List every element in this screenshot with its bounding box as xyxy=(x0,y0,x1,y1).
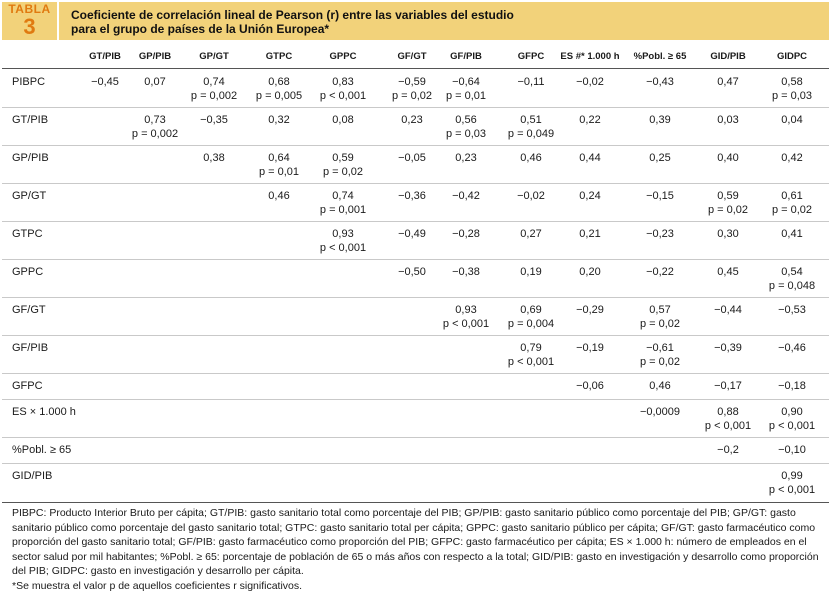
correlation-value: 0,40 xyxy=(717,152,739,164)
correlation-value: 0,07 xyxy=(144,76,166,88)
table-cell xyxy=(760,265,824,293)
table-cell xyxy=(311,227,375,255)
table-cell xyxy=(623,189,697,203)
correlation-value: 0,41 xyxy=(781,228,803,240)
correlation-value: 0,73 xyxy=(144,114,166,126)
correlation-value: −0,43 xyxy=(646,76,674,88)
correlation-value: −0,23 xyxy=(646,228,674,240)
correlation-value: 0,42 xyxy=(781,152,803,164)
p-value: p < 0,001 xyxy=(319,242,367,254)
correlation-value: −0,45 xyxy=(91,76,119,88)
table-cell xyxy=(557,341,623,355)
table-cell xyxy=(127,113,183,141)
correlation-value: 0,90 xyxy=(781,406,803,418)
correlation-value: −0,53 xyxy=(778,304,806,316)
table-cell xyxy=(500,227,562,241)
correlation-value: −0,49 xyxy=(398,228,426,240)
table-cell xyxy=(760,469,824,497)
p-value: p = 0,01 xyxy=(445,90,487,102)
table-cell xyxy=(557,303,623,317)
correlation-value: −0,15 xyxy=(646,190,674,202)
correlation-value: 0,99 xyxy=(781,470,803,482)
row-label: GP/PIB xyxy=(12,152,49,164)
table-cell xyxy=(437,189,495,203)
table-cell xyxy=(760,75,824,103)
p-value: p < 0,001 xyxy=(507,356,555,368)
correlation-value: 0,24 xyxy=(579,190,601,202)
table-cell xyxy=(760,443,824,457)
table-cell xyxy=(623,75,697,89)
column-header: GIDPC xyxy=(776,51,808,62)
correlation-value: 0,74 xyxy=(332,190,354,202)
correlation-value: −0,46 xyxy=(778,342,806,354)
table-cell xyxy=(696,443,760,457)
table-cell xyxy=(247,113,311,127)
correlation-value: 0,56 xyxy=(455,114,477,126)
table-cell xyxy=(696,341,760,355)
row-label: PIBPC xyxy=(12,76,46,88)
correlation-value: 0,30 xyxy=(717,228,739,240)
table-bottom-rule xyxy=(2,502,829,503)
correlation-value: −0,36 xyxy=(398,190,426,202)
row-divider xyxy=(2,399,829,400)
correlation-value: 0,22 xyxy=(579,114,601,126)
correlation-value: 0,74 xyxy=(203,76,225,88)
correlation-value: −0,11 xyxy=(517,76,545,88)
table-cell xyxy=(383,113,441,127)
table-cell xyxy=(500,341,562,369)
p-value: p = 0,02 xyxy=(639,356,681,368)
table-cell xyxy=(383,265,441,279)
row-label: ES × 1.000 h xyxy=(12,406,76,418)
p-value: p = 0,049 xyxy=(507,128,555,140)
correlation-value: −0,39 xyxy=(714,342,742,354)
correlation-value: −0,17 xyxy=(714,380,742,392)
table-cell xyxy=(500,113,562,141)
table-cell xyxy=(696,265,760,279)
correlation-value: 0,46 xyxy=(649,380,671,392)
correlation-value: −0,50 xyxy=(398,266,426,278)
correlation-value: 0,46 xyxy=(268,190,290,202)
table-cell xyxy=(383,189,441,203)
p-value: p = 0,02 xyxy=(391,90,433,102)
table-cell xyxy=(183,113,245,127)
row-divider xyxy=(2,463,829,464)
table-cell xyxy=(247,75,311,103)
table-cell xyxy=(623,405,697,419)
table-cell xyxy=(623,151,697,165)
p-value: p < 0,001 xyxy=(768,484,816,496)
correlation-value: −0,22 xyxy=(646,266,674,278)
table-cell xyxy=(760,379,824,393)
row-divider xyxy=(2,107,829,108)
correlation-value: −0,42 xyxy=(452,190,480,202)
correlation-value: −0,29 xyxy=(576,304,604,316)
p-value: p = 0,048 xyxy=(768,280,816,292)
table-badge-number: 3 xyxy=(23,14,36,39)
table-cell xyxy=(623,379,697,393)
row-label: GT/PIB xyxy=(12,114,49,126)
table-cell xyxy=(696,303,760,317)
correlation-value: 0,39 xyxy=(649,114,671,126)
table-cell xyxy=(183,75,245,103)
p-value: p = 0,02 xyxy=(771,204,813,216)
p-value: p = 0,005 xyxy=(255,90,303,102)
correlation-value: 0,59 xyxy=(332,152,354,164)
p-value: p = 0,01 xyxy=(258,166,300,178)
table-title xyxy=(59,2,829,40)
correlation-value: 0,19 xyxy=(520,266,542,278)
correlation-value: −0,02 xyxy=(517,190,545,202)
table-cell xyxy=(437,113,495,141)
table-cell xyxy=(311,113,375,127)
p-value: p = 0,03 xyxy=(445,128,487,140)
table-cell xyxy=(383,227,441,241)
column-header: %Pobl. ≥ 65 xyxy=(633,51,687,62)
correlation-value: 0,93 xyxy=(455,304,477,316)
correlation-value: 0,64 xyxy=(268,152,290,164)
column-header: GFPC xyxy=(517,51,545,62)
table-cell xyxy=(127,75,183,89)
table-cell xyxy=(557,265,623,279)
table-cell xyxy=(247,151,311,179)
table-cell xyxy=(437,303,495,331)
table-cell xyxy=(760,341,824,355)
correlation-value: −0,02 xyxy=(576,76,604,88)
row-divider xyxy=(2,221,829,222)
table-cell xyxy=(696,113,760,127)
p-value: p = 0,002 xyxy=(190,90,238,102)
correlation-value: 0,58 xyxy=(781,76,803,88)
correlation-value: −0,18 xyxy=(778,380,806,392)
row-divider xyxy=(2,297,829,298)
p-value: p < 0,001 xyxy=(768,420,816,432)
correlation-value: 0,68 xyxy=(268,76,290,88)
correlation-value: 0,08 xyxy=(332,114,354,126)
correlation-value: 0,45 xyxy=(717,266,739,278)
footnote-significance: *Se muestra el valor p de aquellos coeficientes r significativos. xyxy=(12,579,303,592)
p-value: p < 0,001 xyxy=(442,318,490,330)
row-divider xyxy=(2,183,829,184)
column-header: ES #* 1.000 h xyxy=(560,51,620,62)
table-cell xyxy=(623,113,697,127)
correlation-value: −0,44 xyxy=(714,304,742,316)
correlation-value: 0,57 xyxy=(649,304,671,316)
correlation-value: 0,61 xyxy=(781,190,803,202)
correlation-value: 0,20 xyxy=(579,266,601,278)
table-cell xyxy=(623,265,697,279)
correlation-value: −0,19 xyxy=(576,342,604,354)
row-divider xyxy=(2,373,829,374)
table-cell xyxy=(623,341,697,369)
correlation-value: −0,35 xyxy=(200,114,228,126)
row-divider xyxy=(2,437,829,438)
correlation-value: 0,88 xyxy=(717,406,739,418)
table-cell xyxy=(760,405,824,433)
correlation-value: −0,38 xyxy=(452,266,480,278)
table-cell xyxy=(500,189,562,203)
table-cell xyxy=(760,113,824,127)
correlation-value: −0,28 xyxy=(452,228,480,240)
table-cell xyxy=(760,227,824,241)
row-label: GPPC xyxy=(12,266,44,278)
column-header: GID/PIB xyxy=(710,51,746,62)
table-cell xyxy=(557,75,623,89)
correlation-value: −0,0009 xyxy=(639,406,681,418)
table-footnote xyxy=(12,506,824,593)
table-cell xyxy=(311,75,375,103)
table-cell xyxy=(437,151,495,165)
table-title-line-2: para el grupo de países de la Unión Europea* xyxy=(71,22,330,36)
correlation-value: 0,25 xyxy=(649,152,671,164)
correlation-value: 0,23 xyxy=(401,114,423,126)
table-cell xyxy=(500,151,562,165)
correlation-value: −0,64 xyxy=(452,76,480,88)
table-cell xyxy=(311,151,375,179)
correlation-value: 0,51 xyxy=(520,114,542,126)
column-header: GP/PIB xyxy=(138,51,172,62)
p-value: p = 0,004 xyxy=(507,318,555,330)
correlation-value: −0,06 xyxy=(576,380,604,392)
correlation-value: −0,05 xyxy=(398,152,426,164)
table-cell xyxy=(557,379,623,393)
table-cell xyxy=(623,303,697,331)
table-cell xyxy=(557,151,623,165)
p-value: p = 0,03 xyxy=(771,90,813,102)
correlation-value: 0,83 xyxy=(332,76,354,88)
table-cell xyxy=(247,189,311,203)
correlation-value: −0,2 xyxy=(717,444,739,456)
p-value: p = 0,02 xyxy=(707,204,749,216)
row-label: GF/PIB xyxy=(12,342,49,354)
table-badge xyxy=(2,2,57,40)
table-cell xyxy=(696,227,760,241)
table-cell xyxy=(696,75,760,89)
table-cell xyxy=(383,75,441,103)
p-value: p = 0,001 xyxy=(319,204,367,216)
table-cell xyxy=(696,189,760,217)
table-cell xyxy=(500,265,562,279)
table-badge-word: TABLA xyxy=(8,2,51,16)
table-title-line-1: Coeficiente de correlación lineal de Pearson (r) entre las variables del estudio xyxy=(71,8,514,22)
correlation-value: 0,04 xyxy=(781,114,803,126)
correlation-value: 0,59 xyxy=(717,190,739,202)
p-value: p = 0,02 xyxy=(639,318,681,330)
p-value: p = 0,02 xyxy=(322,166,364,178)
table-cell xyxy=(760,189,824,217)
row-label: GID/PIB xyxy=(12,470,53,482)
table-cell xyxy=(696,151,760,165)
column-header: GF/PIB xyxy=(450,51,482,62)
table-cell xyxy=(500,303,562,331)
row-divider xyxy=(2,145,829,146)
row-divider xyxy=(2,335,829,336)
p-value: p < 0,001 xyxy=(319,90,367,102)
column-header: GT/PIB xyxy=(89,51,121,62)
row-divider xyxy=(2,259,829,260)
row-label: GP/GT xyxy=(12,190,47,202)
p-value: p < 0,001 xyxy=(704,420,752,432)
row-label: GFPC xyxy=(12,380,43,392)
table-cell xyxy=(437,265,495,279)
correlation-value: 0,27 xyxy=(520,228,542,240)
footnote-abbreviations: PIBPC: Producto Interior Bruto per cápita; GT/PIB: gasto sanitario total como porcentaje del PIB; GP/PIB: gasto sanitario público como porcentaje del PIB; GP/GT: gasto sanitario público como porcentaje del gasto sanitario total; GTPC: gasto sanitario total per cápita; GPPC: gasto sanitario público per cápita; GF/GT: gasto farmacéutico como proporción del gasto sanitario total; GF/PIB: gasto farmacéutico como proporción del PIB; GFPC: gasto farmacéutico per cápita; ES × 1.000 h: número de empleados en el sector salud por mil habitantes; %Pobl. ≥ 65: porcentaje de población de 65 o más años con respecto a la total; GID/PIB: gasto en investigación y desarrollo como proporción del PIB; GIDPC: gasto en investigación y desarrollo per cápita. xyxy=(12,507,819,577)
correlation-value: 0,03 xyxy=(717,114,739,126)
correlation-value: 0,21 xyxy=(579,228,601,240)
table-cell xyxy=(557,113,623,127)
column-header: GF/GT xyxy=(397,51,427,62)
table-cell xyxy=(623,227,697,241)
row-label: GTPC xyxy=(12,228,43,240)
correlation-value: 0,23 xyxy=(455,152,477,164)
table-cell xyxy=(437,75,495,103)
correlation-value: 0,38 xyxy=(203,152,225,164)
column-header: GTPC xyxy=(265,51,293,62)
correlation-value: 0,79 xyxy=(520,342,542,354)
correlation-value: 0,32 xyxy=(268,114,290,126)
row-label: GF/GT xyxy=(12,304,46,316)
table-cell xyxy=(696,405,760,433)
table-cell xyxy=(311,189,375,217)
table-cell xyxy=(75,75,135,89)
correlation-value: −0,59 xyxy=(398,76,426,88)
correlation-value: 0,44 xyxy=(579,152,601,164)
table-cell xyxy=(557,227,623,241)
correlation-value: 0,93 xyxy=(332,228,354,240)
table-cell xyxy=(696,379,760,393)
table-cell xyxy=(437,227,495,241)
table-cell xyxy=(500,75,562,89)
table-cell xyxy=(557,189,623,203)
header-rule xyxy=(2,68,829,69)
table-cell xyxy=(383,151,441,165)
correlation-value: 0,69 xyxy=(520,304,542,316)
correlation-value: 0,47 xyxy=(717,76,739,88)
correlation-value: 0,46 xyxy=(520,152,542,164)
correlation-value: 0,54 xyxy=(781,266,803,278)
p-value: p = 0,002 xyxy=(131,128,179,140)
correlation-value: −0,61 xyxy=(646,342,674,354)
table-cell xyxy=(760,303,824,317)
table-cell xyxy=(183,151,245,165)
table-cell xyxy=(760,151,824,165)
column-header: GP/GT xyxy=(199,51,229,62)
correlation-value: −0,10 xyxy=(778,444,806,456)
row-label: %Pobl. ≥ 65 xyxy=(12,444,72,456)
column-header: GPPC xyxy=(329,51,357,62)
